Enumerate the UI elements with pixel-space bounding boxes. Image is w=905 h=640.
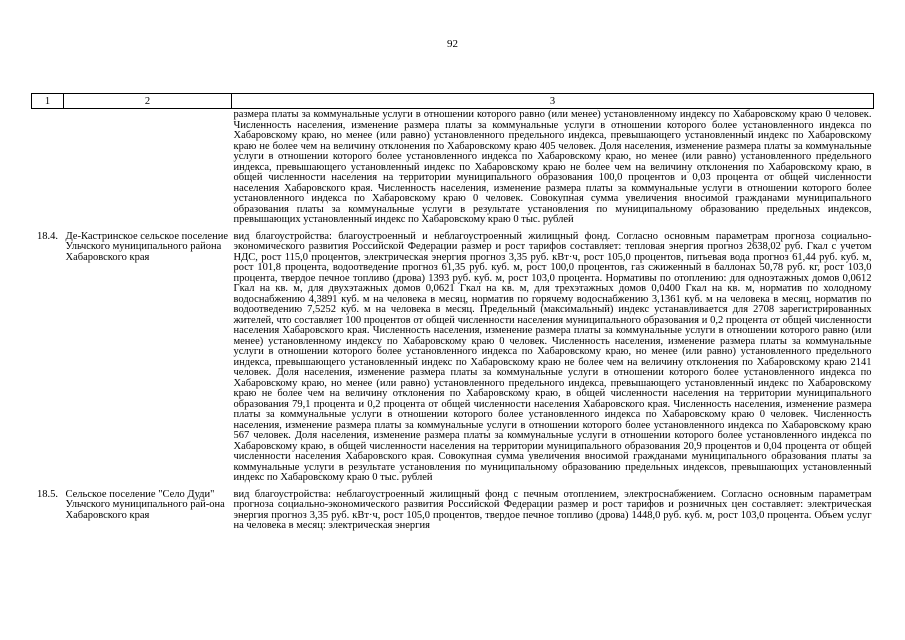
municipality-name: Де-Кастринское сельское поселение Ульчского муниципального района Хабаровского края	[65, 230, 228, 263]
header-col-1: 1	[32, 94, 64, 109]
header-col-2: 2	[64, 94, 232, 109]
table-row	[32, 489, 874, 532]
municipality-name: Сельское поселение "Село Дуди" Ульчского муниципального рай-она Хабаровского края	[65, 488, 225, 521]
header-col-3: 3	[232, 94, 874, 109]
row-description: вид благоустройства: благоустроенный и неблагоустроенный жилищный фонд. Согласно основным параметрам прогноза социально-экономического развития Российской Федерации размер и рост тарифов составляет: тепловая энергия прогноз 2638,02 руб. Гкал с учетом НДС, рост 115,0 процентов, электрическая энергия прогноз 3,35 руб. кВт·ч, рост 105,0 процентов, питьевая вода прогноз 61,44 руб. куб. м, рост 101,8 процента, водоотведение прогноз 61,35 руб. куб. м, рост 100,0 процентов, газ сжиженный в баллонах 50,78 руб. кг, рост 103,0 процента, твердое печное топливо (дрова) 1393 руб. куб. м, рост 103,0 процента. Нормативы по отоплению: для одноэтажных домов 0,0612 Гкал на кв. м, для двухэтажных домов 0,0621 Гкал на кв. м, для трехэтажных домов 0,0400 Гкал на кв. м, норматив по холодному водоснабжению 4,3891 куб. м на человека в месяц, норматив по горячему водоснабжению 3,1361 куб. м на человека в месяц, норматив по водоотведению 7,5252 куб. м на человека в месяц. Предельный (максимальный) индекс устанавливается для 2708 зарегистрированных жителей, что составляет 100 процентов от общей численности населения муниципального образования и 0,2 процента от общей численности населения Хабаровского края. Численность населения, изменение размера платы за коммунальные услуги в отношении которого равно (или менее) установленному индексу по Хабаровскому краю 0 человек. Численность населения, изменение размера платы за коммунальные услуги в отношении которого более установленного индекса по Хабаровскому краю, но менее (или равно) установленного предельного индекса, превышающего установленный индекс по Хабаровскому краю не более чем на величину отклонения по Хабаровскому краю 2141 человек. Доля населения, изменение размера платы за коммунальные услуги в отношении которого более установленного индекса по Хабаровскому краю, но менее (или равно) установленного предельного индекса, превышающего установленный индекс по Хабаровскому краю не более чем на величину отклонения по Хабаровскому краю, в общей численности населения на территории муниципального образования 79,1 процента и 0,2 процента от общей численности населения Хабаровского края. Численность населения, изменение размера платы за коммунальные услуги в отношении которого более установленного индекса по Хабаровскому краю 0 человек. Численность населения, изменение размера платы за коммунальные услуги в отношении которого более установленного индекса по Хабаровскому краю 567 человек. Доля населения, изменение размера платы за коммунальные услуги в отношении которого более установленного индекса по Хабаровскому краю, в общей численности населения на территории муниципального образования 20,9 процентов и 0,04 процента от общей численности населения Хабаровского края. Совокупная сумма увеличения вносимой гражданами муниципального образования платы за коммунальные услуги в результате установления по муниципальному образованию предельных индексов, превышающих установленный индекс по Хабаровскому краю 0 тыс. рублей	[233, 230, 872, 483]
header-row	[32, 94, 874, 109]
table-row	[32, 109, 874, 226]
row-number: 18.4.	[37, 230, 58, 242]
row-number	[32, 109, 64, 226]
row-number: 18.5.	[37, 488, 58, 500]
municipality-name	[64, 109, 232, 226]
table-row	[32, 231, 874, 484]
row-description: вид благоустройства: неблагоустроенный жилищный фонд с печным отоплением, электроснабжением. Согласно основным параметрам прогноза социально-экономического развития Российской Федерации размер и рост тарифов и розничных цен составляет: электрическая энергия прогноз 3,35 руб. кВт·ч, рост 105,0 процентов, твердое печное топливо (дрова) 1448,0 руб. куб. м, рост 103,0 процента. Объем услуг на человека в месяц: электрическая энергия	[233, 488, 872, 531]
row-description: размера платы за коммунальные услуги в отношении которого равно (или менее) установленному индексу по Хабаровскому краю 0 человек. Численность населения, изменение размера платы за коммунальные услуги в отношении которого более установленного индекса по Хабаровскому краю, но менее (или равно) установленного предельного индекса, превышающего установленный индекс по Хабаровскому краю не более чем на величину отклонения по Хабаровскому краю 405 человек. Доля населения, изменение размера платы за коммунальные услуги в отношении которого более установленного индекса по Хабаровскому краю, но менее (или равно) установленного предельного индекса, превышающего установленный индекс по Хабаровскому краю не более чем на величину отклонения по Хабаровскому краю, в общей численности населения на территории муниципального образования 100,0 процентов и 0,03 процента от общей численности населения Хабаровского края. Численность населения, изменение размера платы за коммунальные услуги в отношении которого более установленного индекса по Хабаровскому краю 0 человек. Совокупная сумма увеличения вносимой гражданами муниципального образования платы за коммунальные услуги в результате установления по муниципальному образованию предельных индексов, превышающих установленный индекс по Хабаровскому краю 0 тыс. рублей	[233, 109, 872, 225]
tariff-table	[31, 93, 874, 532]
page-number: 92	[447, 38, 458, 50]
